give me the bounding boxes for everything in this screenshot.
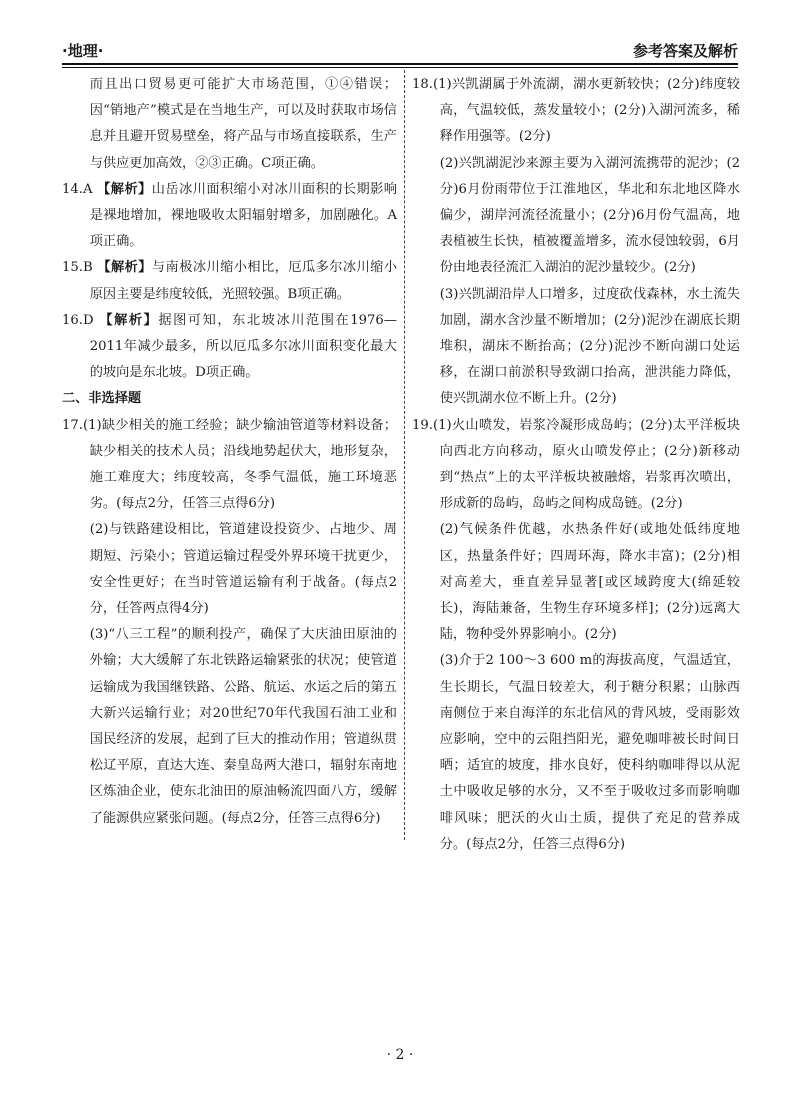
answer-17-number: 17. — [62, 417, 83, 433]
answer-16 — [62, 308, 397, 387]
answer-16-number: 16.D — [62, 312, 94, 328]
answer-15-text: 与南极冰川缩小相比，厄瓜多尔冰川缩小原因主要是纬度较低，光照较强。B项正确。 — [89, 260, 398, 302]
answer-16-text: 据图可知，东北坡冰川范围在1976—2011年减少最多，所以厄瓜多尔冰川面积变化最大的坡向是东北坡。D项正确。 — [89, 312, 397, 381]
answer-15-number: 15.B — [62, 260, 93, 276]
answer-14-number: 14.A — [62, 181, 93, 197]
section-heading: 二、非选择题 — [62, 391, 142, 407]
answer-18-number: 18. — [412, 77, 433, 92]
page-number: · 2 · — [386, 1047, 414, 1063]
subject-label: ·地理· — [62, 42, 104, 60]
answer-18-part1-text: (1)兴凯湖属于外流湖，湖水更新较快；(2分)纬度较高，气温较低，蒸发量较小；(2分)入湖河流多，稀释作用强等。(2分) — [432, 77, 740, 145]
answer-17-part1 — [62, 413, 397, 518]
answer-15-tag: 【解析】 — [97, 260, 152, 276]
answer-19-number: 19. — [412, 417, 433, 433]
header-rule-thin — [62, 67, 738, 68]
answer-17-part2: (2)与铁路建设相比，管道建设投资少、占地少、周期短、污染小；管道运输过程受外界环境干扰更少，安全性更好；在当时管道运输有利于战备。(每点2分，任答两点得4分) — [89, 522, 397, 617]
answer-17-part1-text: (1)缺少相关的施工经验；缺少输油管道等材料设备；缺少相关的技术人员；沿线地势起伏大，地形复杂，施工难度大；纬度较高，冬季气温低，施工环境恶劣。(每点2分，任答三点得6分) — [82, 417, 397, 512]
answer-18-part2: (2)兴凯湖泥沙来源主要为入湖河流携带的泥沙；(2分)6月份雨带位于江淮地区，华北和东北地区降水偏少，湖岸河流径流量小；(2分)6月份气温高，地表植被生长快，植被覆盖增多，流水侵蚀较弱，6月份由地表径流汇入湖泊的泥沙量较少。(2分) — [439, 155, 740, 276]
answer-19-part1 — [412, 413, 740, 518]
answer-14-text: 山岳冰川面积缩小对冰川面积的长期影响是裸地增加，裸地吸收太阳辐射增多，加剧融化。A项正确。 — [89, 181, 397, 250]
answer-14-tag: 【解析】 — [97, 181, 152, 197]
column-divider — [404, 70, 405, 840]
answer-18-part3: (3)兴凯湖沿岸人口增多，过度砍伐森林，水土流失加剧，湖水含沙量不断增加；(2分)泥沙在湖底长期堆积，湖床不断抬高；(2分)泥沙不断向湖口处运移，在湖口前淤积导致湖口抬高，泄洪能力降低，使兴凯湖水位不断上升。(2分) — [439, 286, 740, 407]
page-header — [62, 40, 738, 64]
q13-continuation: 而且出口贸易更可能扩大市场范围，①④错误；因“销地产”模式是在当地生产，可以及时获取市场信息并且避开贸易壁垒，将产品与市场直接联系，生产与供应更加高效，②③正确。C项正确。 — [89, 77, 397, 171]
answer-14 — [62, 177, 397, 256]
left-column — [62, 72, 397, 832]
answer-15 — [62, 255, 397, 307]
answer-17-part3: (3)“八三工程”的顺利投产，确保了大庆油田原油的外输；大大缓解了东北铁路运输紧张的状况；使管道运输成为我国继铁路、公路、航运、水运之后的第五大新兴运输行业；对20世纪70年代我国石油工业和国民经济的发展，起到了巨大的推动作用；管道纵贯松辽平原，直达大连、秦皇岛两大港口，辐射东南地区炼油企业，使东北油田的原油畅流四面八方，缓解了能源供应紧张问题。(每点2分，任答三点得6分) — [89, 627, 397, 826]
answer-19-part1-text: (1)火山喷发，岩浆冷凝形成岛屿；(2分)太平洋板块向西北方向移动，原火山喷发停止；(2分)新移动到“热点”上的太平洋板块被融熔，岩浆再次喷出，形成新的岛屿，岛屿之间构成岛链。(2分) — [432, 417, 740, 512]
document-title: 参考答案及解析 — [632, 42, 738, 60]
answer-19-part3: (3)介于2 100～3 600 m的海拔高度，气温适宜，生长期长，气温日较差大，利于糖分积累；山脉西南侧位于来自海洋的东北信风的背风坡，受雨影效应影响，空中的云阻挡阳光，避免咖啡被长时间日晒；适宜的坡度，排水良好，使科纳咖啡得以从泥土中吸收足够的水分，又不至于吸收过多而影响咖啡风味；肥沃的火山土质，提供了充足的营养成分。(每点2分，任答三点得6分) — [439, 653, 740, 852]
right-column — [412, 72, 740, 858]
answer-19-part2: (2)气候条件优越，水热条件好(或地处低纬度地区，热量条件好；四周环海，降水丰富)；(2分)相对高差大，垂直差异显著[或区域跨度大(绵延较长)，海陆兼备，生物生存环境多样]；(2分)远离大陆，物种受外界影响小。(2分) — [439, 522, 740, 643]
answer-18-part1 — [412, 72, 740, 151]
header-rule-thick — [62, 63, 738, 65]
answer-16-tag: 【解析】 — [99, 312, 159, 328]
